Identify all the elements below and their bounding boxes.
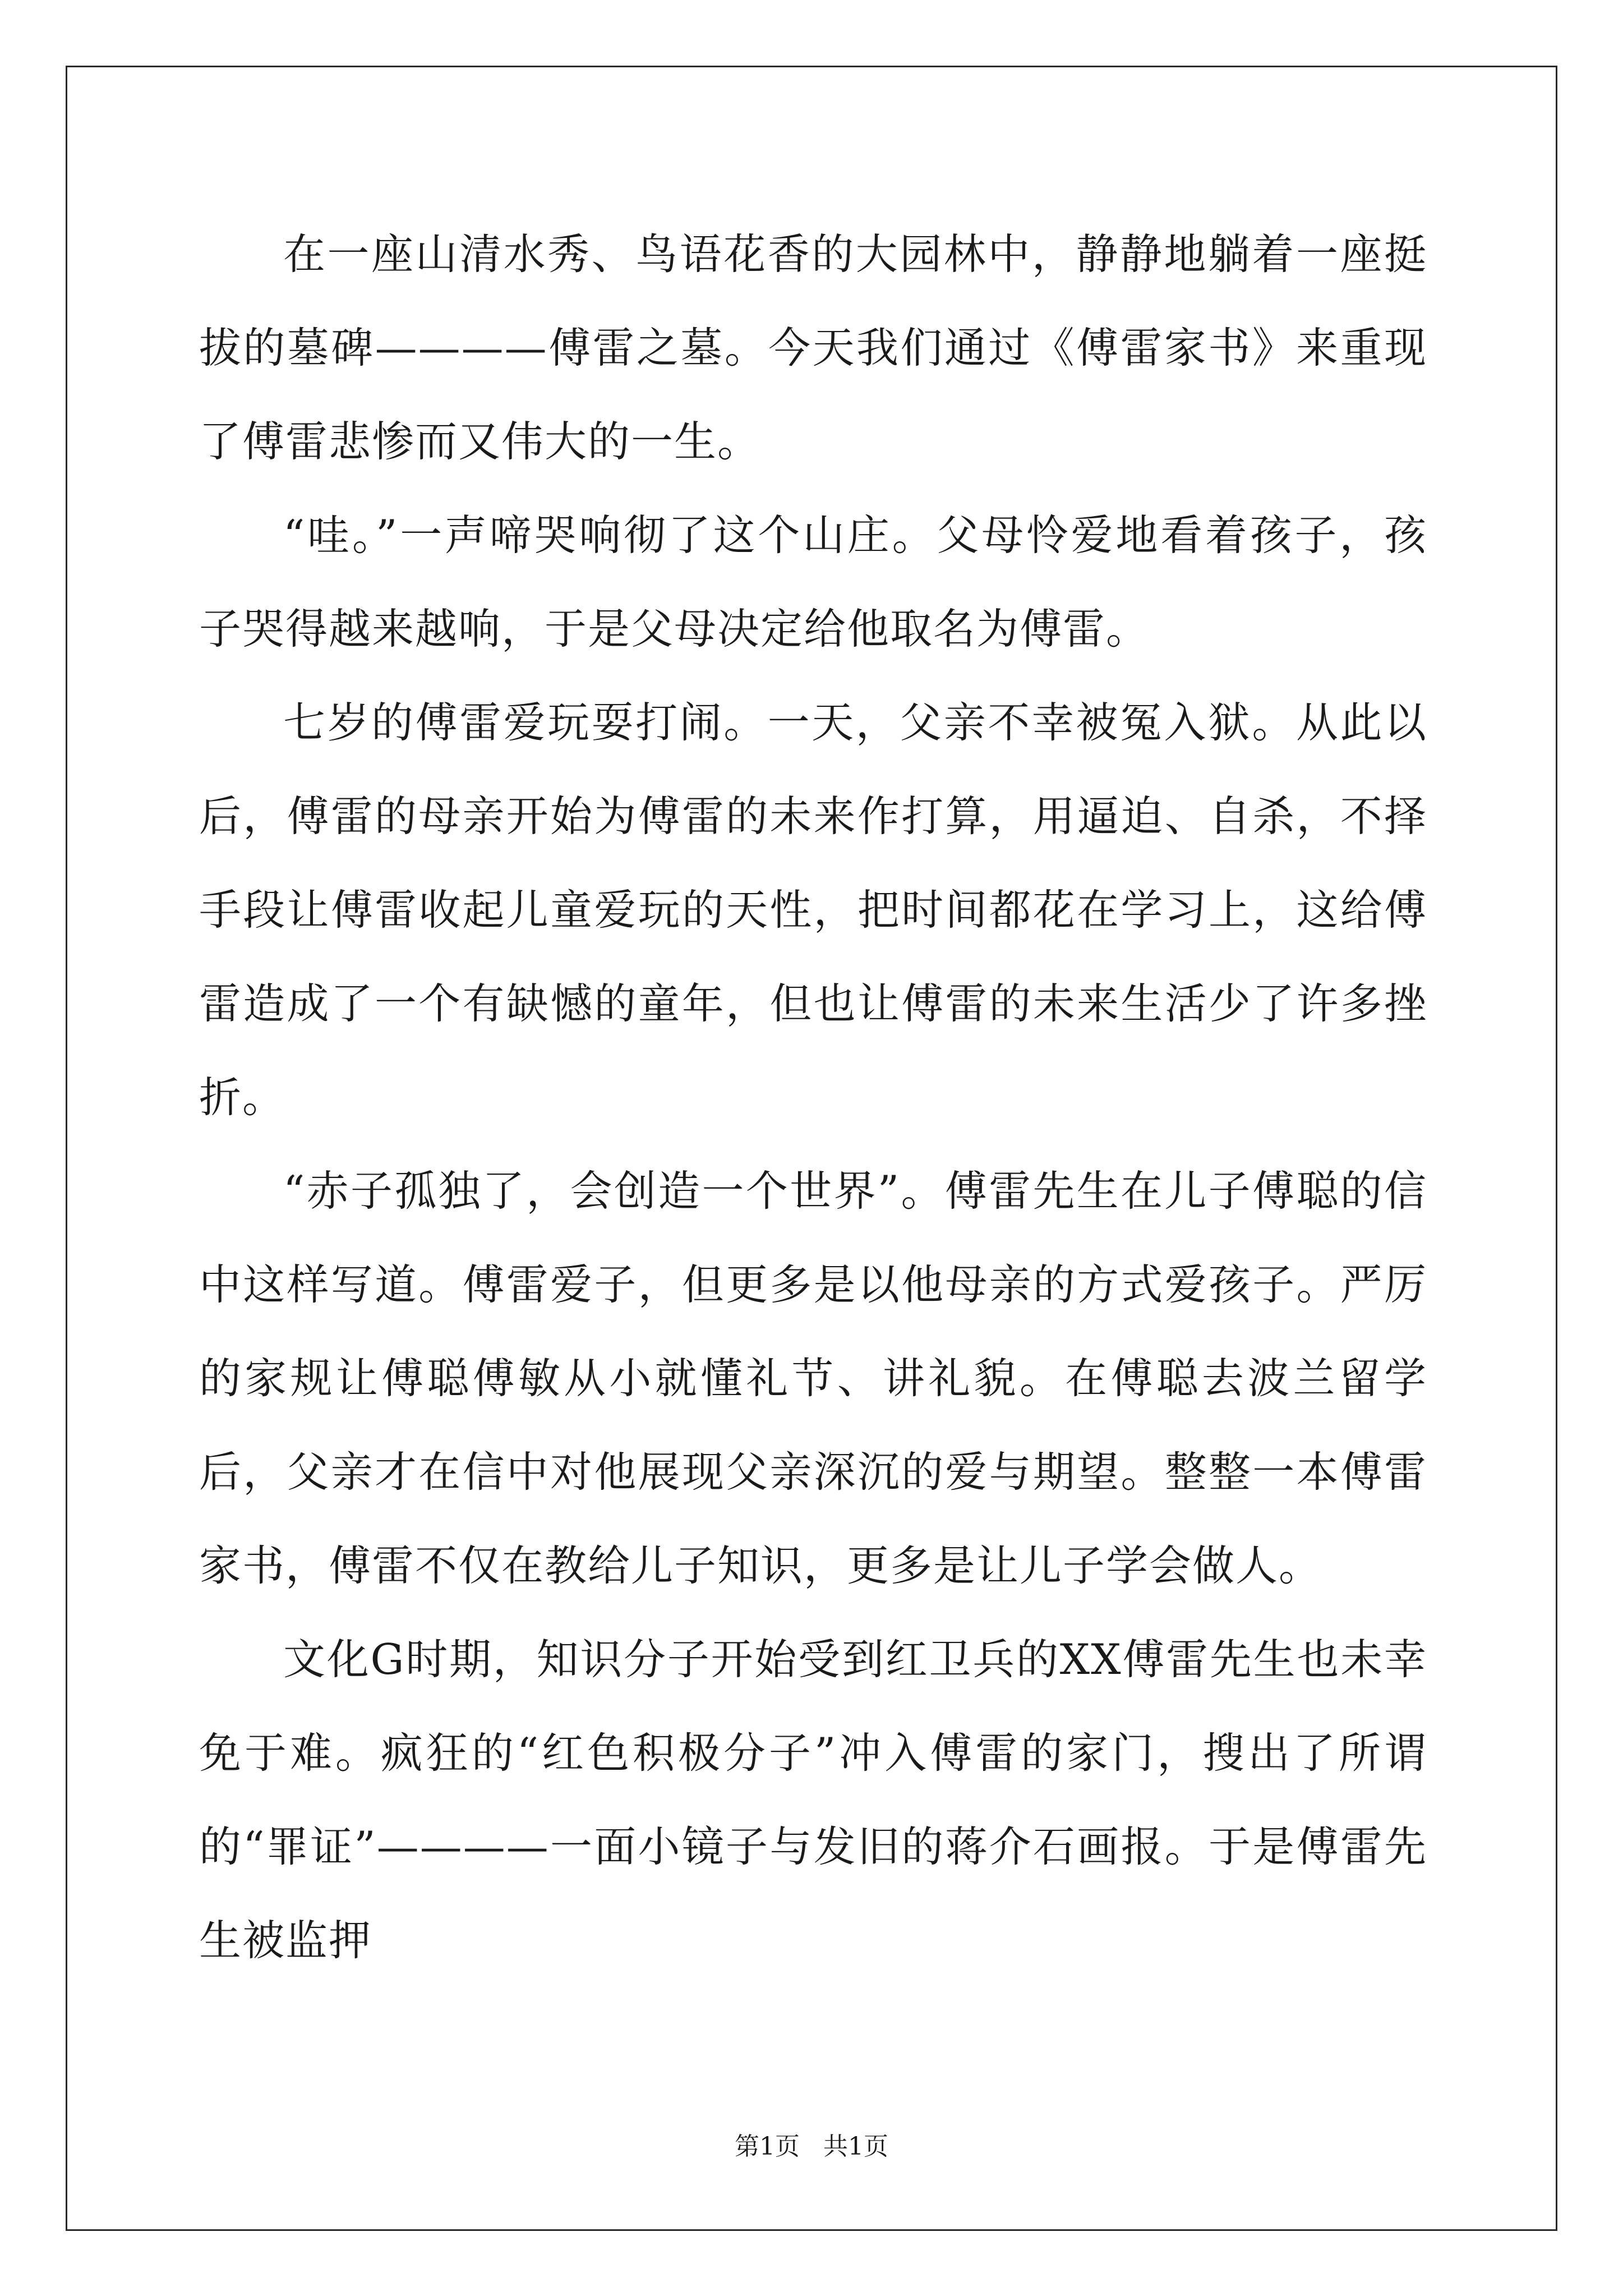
paragraph-4: “赤子孤独了，会创造一个世界”。傅雷先生在儿子傅聪的信中这样写道。傅雷爱子，但更多是以他母亲的方式爱孩子。严厉的家规让傅聪傅敏从小就懂礼节、讲礼貌。在傅聪去波兰留学后，父亲才在信中对他展现父亲深沉的爱与期望。整整一本傅雷家书，傅雷不仅在教给儿子知识，更多是让儿子学会做人。	[199, 1166, 1427, 1590]
page-total: 共1页	[823, 2132, 888, 2161]
paragraph-5: 文化G时期，知识分子开始受到红卫兵的XX傅雷先生也未幸免于难。疯狂的“红色积极分子”冲入傅雷的家门，搜出了所谓的“罪证”————一面小镜子与发旧的蒋介石画报。于是傅雷先生被监押	[199, 1635, 1427, 1965]
page-number: 第1页	[735, 2132, 800, 2161]
paragraph-3: 七岁的傅雷爱玩耍打闹。一天，父亲不幸被冤入狱。从此以后，傅雷的母亲开始为傅雷的未来作打算，用逼迫、自杀，不择手段让傅雷收起儿童爱玩的天性，把时间都花在学习上，这给傅雷造成了一个有缺憾的童年，但也让傅雷的未来生活少了许多挫折。	[199, 698, 1427, 1122]
paragraph-1: 在一座山清水秀、鸟语花香的大园林中，静静地躺着一座挺拔的墓碑————傅雷之墓。今天我们通过《傅雷家书》来重现了傅雷悲惨而又伟大的一生。	[199, 229, 1427, 466]
footer-spacer	[800, 2132, 823, 2161]
document-body	[199, 208, 1427, 1987]
page-footer	[0, 2126, 1623, 2162]
paragraph-2: “哇。”一声啼哭响彻了这个山庄。父母怜爱地看着孩子，孩子哭得越来越响，于是父母决定给他取名为傅雷。	[199, 510, 1427, 654]
